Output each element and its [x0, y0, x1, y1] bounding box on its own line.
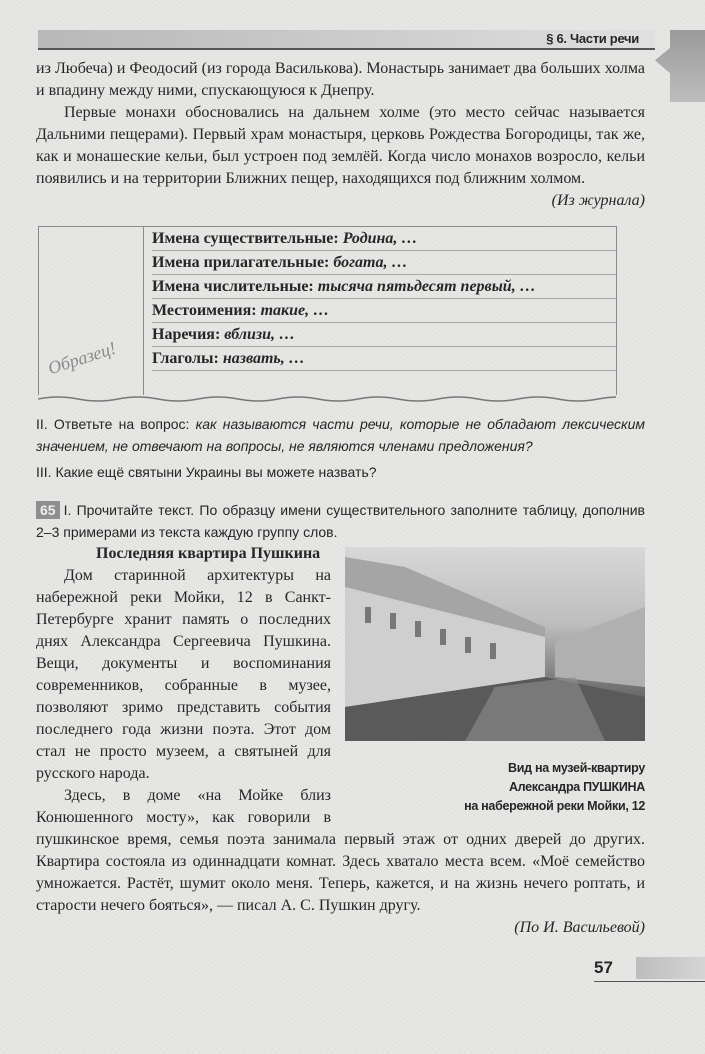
photo-figure — [345, 547, 645, 816]
sample-row: Имена существительные: Родина, … — [152, 227, 616, 251]
task-2: II. Ответьте на вопрос: как называются части речи, которые не обладают лексическим значением, не отвечают на вопросы, не являются членами предложения? — [36, 416, 645, 454]
sample-row: Имена числительные: тысяча пятьдесят первый, … — [152, 275, 616, 299]
section-title: § 6. Части речи — [546, 31, 639, 46]
intro-paragraph-2: Первые монахи обосновались на дальнем холме (это место сейчас называется Дальними пещерами). Первый храм монастыря, церковь Рождества Богородицы, так же, как и монашеские кельи, был устроен под землёй. Когда число монахов возросло, кельи появились и на территории Ближних пещер, находящихся под ближним холмом. — [36, 104, 645, 187]
text-title: Последняя квартира Пушкина — [96, 545, 321, 562]
sample-rows — [144, 227, 616, 395]
sample-row: Местоимения: такие, … — [152, 299, 616, 323]
page-tab-marker — [655, 30, 705, 102]
sample-table-left-column — [39, 227, 144, 395]
table-torn-edge — [38, 395, 616, 403]
text-paragraph-2-start: Здесь, в доме «на Мойке близ Конюшенного мосту», как говорили в пушкинское время, семья поэта занимала первый этаж от одних — [36, 787, 507, 848]
footer — [594, 957, 705, 982]
sample-row: Имена прилагательные: богата, … — [152, 251, 616, 275]
text-paragraph-2-end: дверей до других. Квартира состояла из одиннадцати комнат. Здесь хватало места всем. «Моё семейство умножается. Растёт, шумит около меня. Теперь, кажется, и на жизнь нечего роптать, и старости нечего бояться», — писал А. С. Пушкин другу. — [36, 831, 646, 914]
intro-source: (Из журнала) — [551, 192, 645, 209]
header-bar — [38, 30, 655, 50]
sample-table — [38, 226, 617, 395]
exercise-text — [36, 543, 645, 939]
intro-text — [36, 58, 645, 212]
intro-paragraph-1: из Любеча) и Феодосий (из города Василькова). Монастырь занимает два больших холма и впадину между ними, спускающуюся к Днепру. — [36, 60, 645, 99]
text-paragraph-1: Дом старинной архитектуры на набережной реки Мойки, 12 в Санкт-Петербурге хранит память о последних днях Александра Сергеевича Пушкина. Вещи, документы и воспоминания современников, собранные в музее, позволяют зримо представить события последнего года жизни поэта. Этот дом стал не просто музеем, а святыней для русского народа. — [36, 567, 331, 782]
tasks — [36, 413, 645, 483]
photo-caption: Вид на музей-квартиру Александра ПУШКИНА на набережной реки Мойки, 12 — [464, 761, 645, 813]
page-content — [36, 58, 645, 939]
sample-row: Глаголы: назвать, … — [152, 347, 616, 371]
exercise-instruction: 65 I. Прочитайте текст. По образцу имени существительного заполните таблицу, дополнив 2–3 примерами из текста каждую группу слов. — [36, 502, 645, 540]
task-3: III. Какие ещё святыни Украины вы можете назвать? — [36, 464, 377, 480]
exercise-number-badge: 65 — [36, 501, 60, 519]
sample-row: Наречия: вблизи, … — [152, 323, 616, 347]
text-source: (По И. Васильевой) — [514, 919, 645, 936]
photo-moika-embankment — [345, 547, 645, 741]
footer-bar — [636, 957, 705, 979]
sample-stamp: Образец! — [45, 337, 119, 379]
page-number: 57 — [594, 958, 613, 977]
